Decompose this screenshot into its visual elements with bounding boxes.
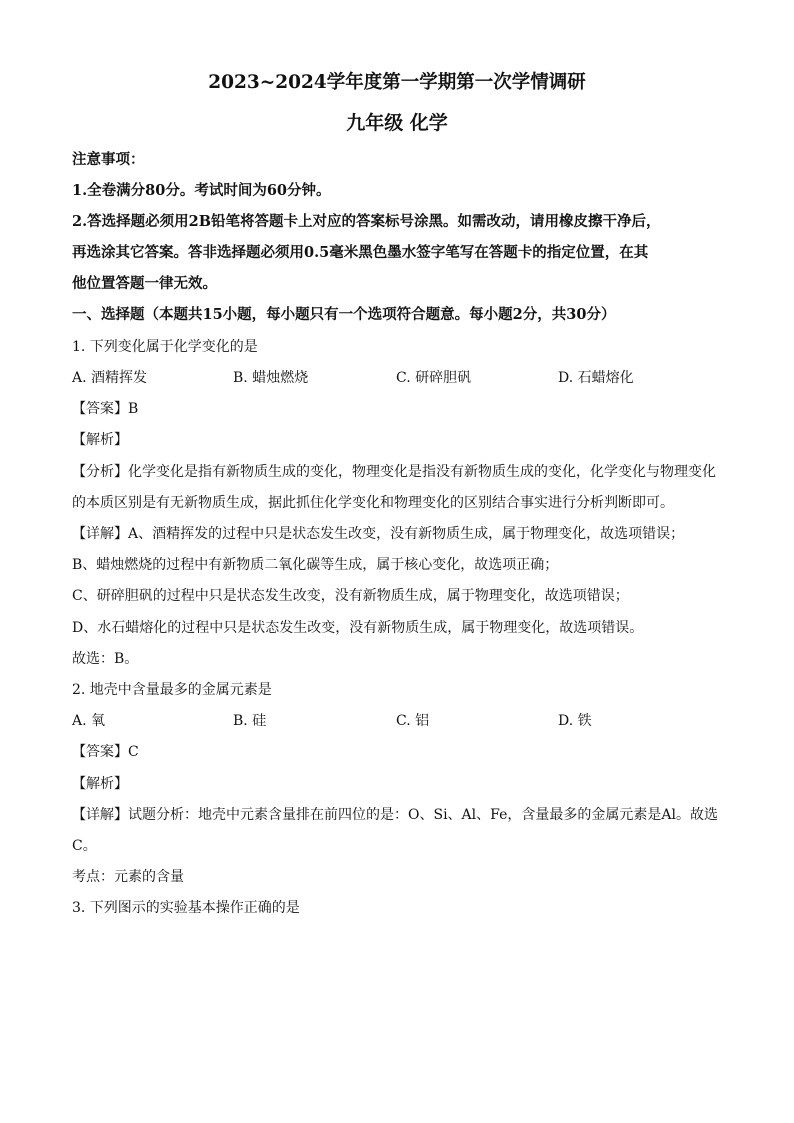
notice-item-2-line-2: 再选涂其它答案。答非选择题必须用0.5毫米黑色墨水签字笔写在答题卡的指定位置，在其 bbox=[72, 244, 649, 261]
q2-option-a: A. 氧 bbox=[72, 713, 106, 729]
q2-option-c: C. 铝 bbox=[396, 713, 430, 729]
notice-heading: 注意事项： bbox=[72, 151, 145, 168]
question-1-stem: 1. 下列变化属于化学变化的是 bbox=[72, 339, 258, 355]
question-3-stem: 3. 下列图示的实验基本操作正确的是 bbox=[72, 900, 300, 916]
question-2-stem: 2. 地壳中含量最多的金属元素是 bbox=[72, 682, 272, 698]
notice-item-1: 1.全卷满分80分。考试时间为60分钟。 bbox=[72, 182, 331, 199]
q1-detail-b: B、蜡烛燃烧的过程中有新物质二氧化碳等生成，属于核心变化，故选项正确； bbox=[72, 557, 559, 573]
q2-option-d: D. 铁 bbox=[558, 713, 592, 729]
exam-title: 2023~2024学年度第一学期第一次学情调研 bbox=[208, 72, 586, 93]
q2-option-b: B. 硅 bbox=[233, 713, 267, 729]
q1-analysis-label: 【解析】 bbox=[72, 432, 128, 448]
q1-fenxi-line-1: 【分析】化学变化是指有新物质生成的变化，物理变化是指没有新物质生成的变化，化学变化与物理变化 bbox=[72, 464, 716, 480]
notice-item-2-line-1: 2.答选择题必须用2B铅笔将答题卡上对应的答案标号涂黑。如需改动，请用橡皮擦干净后， bbox=[72, 213, 661, 230]
q2-answer: 【答案】C bbox=[72, 744, 139, 760]
q2-detail-line-2: C。 bbox=[72, 838, 97, 854]
q1-detail-d: D、水石蜡熔化的过程中只是状态发生改变，没有新物质生成，属于物理变化，故选项错误。 bbox=[72, 620, 644, 636]
q2-detail-line-1: 【详解】试题分析：地壳中元素含量排在前四位的是：O、Si、Al、Fe，含量最多的金属元素是Al。故选 bbox=[72, 807, 718, 823]
q1-detail-c: C、研碎胆矾的过程中只是状态发生改变，没有新物质生成，属于物理变化，故选项错误； bbox=[72, 588, 629, 604]
q1-fenxi-line-2: 的本质区别是有无新物质生成，据此抓住化学变化和物理变化的区别结合事实进行分析判断即可。 bbox=[72, 495, 674, 511]
q2-analysis-label: 【解析】 bbox=[72, 776, 128, 792]
q1-option-a: A. 酒精挥发 bbox=[72, 370, 148, 386]
q1-option-c: C. 研碎胆矾 bbox=[396, 370, 472, 386]
q1-option-b: B. 蜡烛燃烧 bbox=[233, 370, 309, 386]
q1-detail-a: 【详解】A、酒精挥发的过程中只是状态发生改变，没有新物质生成，属于物理变化，故选项错误； bbox=[72, 526, 685, 542]
section-heading: 一、选择题（本题共15小题，每小题只有一个选项符合题意。每小题2分，共30分） bbox=[72, 306, 616, 323]
q2-kaodian: 考点：元素的含量 bbox=[72, 869, 184, 885]
q1-conclusion: 故选：B。 bbox=[72, 651, 139, 667]
q1-answer: 【答案】B bbox=[72, 401, 139, 417]
notice-item-2-line-3: 他位置答题一律无效。 bbox=[72, 275, 217, 292]
exam-subtitle: 九年级 化学 bbox=[346, 112, 448, 134]
q1-option-d: D. 石蜡熔化 bbox=[558, 370, 634, 386]
